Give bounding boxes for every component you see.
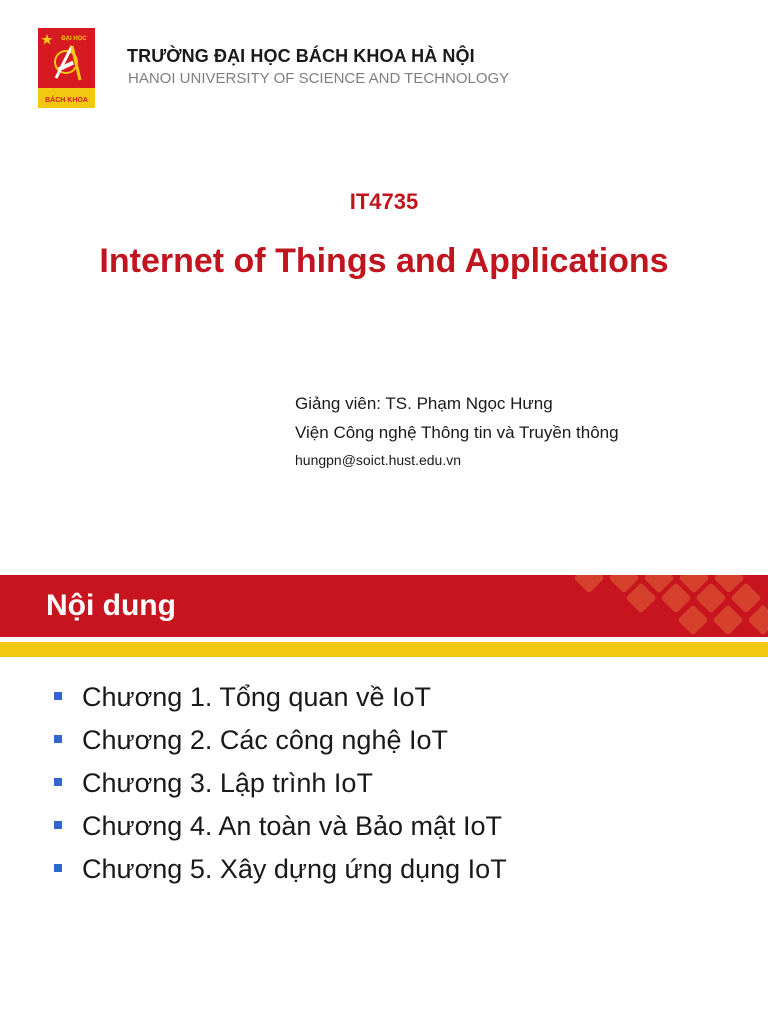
list-item <box>54 805 507 848</box>
university-name-en: HANOI UNIVERSITY OF SCIENCE AND TECHNOLOGY <box>128 70 510 87</box>
university-name-vn: TRƯỜNG ĐẠI HỌC BÁCH KHOA HÀ NỘI <box>127 46 475 66</box>
chapter-1: Chương 1. Tổng quan về IoT <box>82 682 431 712</box>
section-banner <box>0 575 768 637</box>
list-item <box>54 848 507 891</box>
square-bullet-icon <box>54 821 62 829</box>
square-bullet-icon <box>54 692 62 700</box>
diamond-pattern-icon <box>568 575 768 637</box>
logo-bottom-text: BÁCH KHOA <box>45 97 88 104</box>
lecturer-name: Giảng viên: TS. Phạm Ngọc Hưng <box>295 394 553 413</box>
list-item <box>54 676 507 719</box>
chapter-3: Chương 3. Lập trình IoT <box>82 768 373 798</box>
square-bullet-icon <box>54 864 62 872</box>
list-item <box>54 719 507 762</box>
square-bullet-icon <box>54 778 62 786</box>
course-title: Internet of Things and Applications <box>99 242 669 280</box>
bach-khoa-logo-icon <box>38 28 95 108</box>
banner-accent-stripe <box>0 642 768 657</box>
chapter-2: Chương 2. Các công nghệ IoT <box>82 725 448 755</box>
chapter-4: Chương 4. An toàn và Bảo mật IoT <box>82 811 503 841</box>
logo-top-text: ĐẠI HỌC <box>61 36 87 42</box>
university-logo <box>38 28 95 108</box>
section-title: Nội dung <box>46 589 176 622</box>
list-item <box>54 762 507 805</box>
chapter-5: Chương 5. Xây dựng ứng dụng IoT <box>82 854 507 884</box>
square-bullet-icon <box>54 735 62 743</box>
lecturer-info <box>295 393 619 469</box>
course-code: IT4735 <box>349 189 419 214</box>
lecturer-email: hungpn@soict.hust.edu.vn <box>295 452 461 468</box>
chapter-list <box>54 676 507 891</box>
lecturer-institute: Viện Công nghệ Thông tin và Truyền thông <box>295 423 619 442</box>
